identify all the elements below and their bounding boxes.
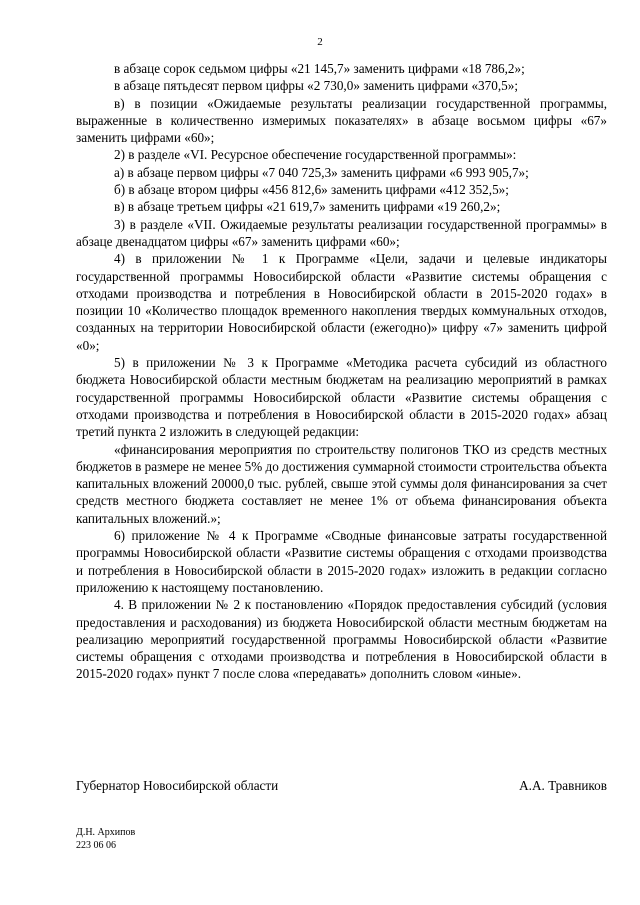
paragraph: в абзаце сорок седьмом цифры «21 145,7» заменить цифрами «18 786,2»;: [114, 61, 525, 76]
document-body: [76, 60, 607, 683]
executor-block: [76, 826, 135, 852]
executor-name: Д.Н. Архипов: [76, 827, 136, 838]
paragraph: 6) приложение № 4 к Программе «Сводные финансовые затраты государственной программы Новосибирской области «Развитие системы обращения с отходами производства и потребления в Новосибирской области в 2015-2020 годах» изложить в редакции согласно приложению к настоящему постановлению.: [76, 528, 607, 595]
paragraph: 3) в разделе «VII. Ожидаемые результаты реализации государственной программы» в абзаце двенадцатом цифры «67» заменить цифрами «60»;: [76, 216, 607, 249]
signatory-name: А.А. Травников: [519, 778, 607, 793]
page-number: 2: [317, 36, 323, 48]
paragraph: 2) в разделе «VI. Ресурсное обеспечение государственной программы»:: [114, 147, 517, 163]
paragraph: 5) в приложении № 3 к Программе «Методика расчета субсидий из областного бюджета Новосибирской области местным бюджетам на реализацию мероприятий в рамках государственной программы Новосибирской области «Развитие системы обращения с отходами производства и потребления в Новосибирской области в 2015-2020 годах» абзац третий пункта 2 изложить в следующей редакции:: [76, 355, 607, 440]
paragraph: 4. В приложении № 2 к постановлению «Порядок предоставления субсидий (условия предоставления и расходования) из бюджета Новосибирской области местным бюджетам на реализацию мероприятий государственной программы Новосибирской области «Развитие системы обращения с отходами производства и потребления в Новосибирской области в 2015-2020 годах» пункт 7 после слова «передавать» дополнить словом «иные».: [76, 597, 607, 682]
paragraph: «финансирования мероприятия по строительству полигонов ТКО из средств местных бюджетов в размере не менее 5% до достижения суммарной стоимости строительства объекта капитальных вложений 20000,0 тыс. рублей, свыше этой суммы доля финансирования за счет средств местного бюджета составляет не менее 1% от объема финансирования объекта капитальных вложений.»;: [76, 441, 607, 526]
paragraph: в) в позиции «Ожидаемые результаты реализации государственной программы, выраженные в количественно измеримых показателях» в абзаце восьмом цифры «67» заменить цифрами «60»;: [76, 95, 607, 146]
paragraph: в абзаце пятьдесят первом цифры «2 730,0» заменить цифрами «370,5»;: [114, 78, 518, 94]
paragraph: а) в абзаце первом цифры «7 040 725,3» заменить цифрами «6 993 905,7»;: [114, 164, 529, 180]
paragraph: в) в абзаце третьем цифры «21 619,7» заменить цифрами «19 260,2»;: [114, 199, 501, 215]
paragraph: б) в абзаце втором цифры «456 812,6» заменить цифрами «412 352,5»;: [114, 182, 509, 198]
signatory-role: Губернатор Новосибирской области: [76, 778, 279, 793]
paragraph: 4) в приложении № 1 к Программе «Цели, задачи и целевые индикаторы государственной программы Новосибирской области «Развитие системы обращения с отходами производства и потребления в Новосибирской области в 2015-2020 годах» в позиции 10 «Количество площадок временного накопления твердых коммунальных отходов, созданных на территории Новосибирской области (ежегодно)» цифру «7» заменить цифрой «0»;: [76, 251, 607, 353]
executor-phone: 223 06 06: [76, 840, 116, 851]
